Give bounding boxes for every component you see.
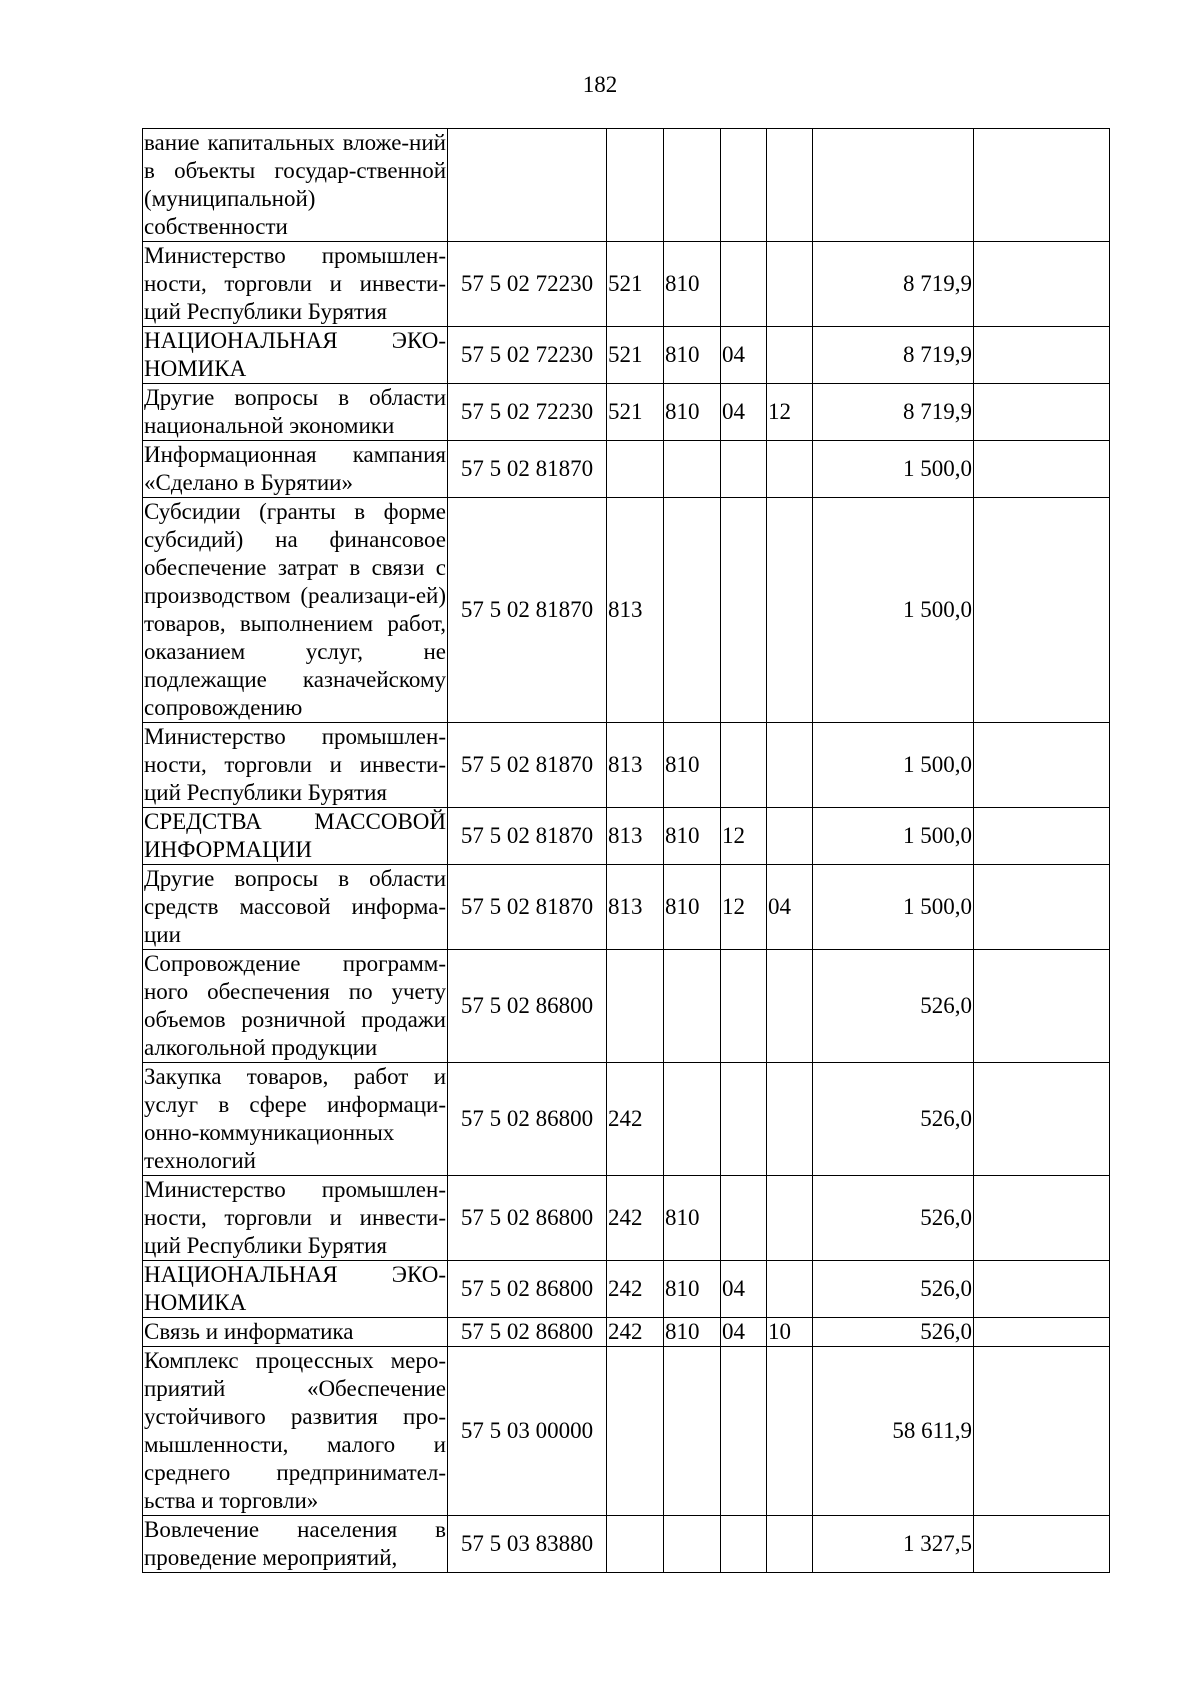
table-row <box>143 865 1110 950</box>
expense-type-cell: 242 <box>607 1261 664 1318</box>
ministry-code-cell: 810 <box>664 242 721 327</box>
empty-cell <box>974 498 1110 723</box>
expense-type-cell <box>607 129 664 242</box>
ministry-code-cell: 810 <box>664 808 721 865</box>
amount-cell: 526,0 <box>813 1318 974 1347</box>
row-name-cell: Министерство промышлен-ности, торговли и инвести-ций Республики Бурятия <box>143 242 448 327</box>
amount-cell: 1 500,0 <box>813 865 974 950</box>
ministry-code-cell <box>664 950 721 1063</box>
expense-type-cell <box>607 441 664 498</box>
subsection-cell <box>767 1261 813 1318</box>
row-name-cell: Закупка товаров, работ и услуг в сфере информаци-онно-коммуникационных технологий <box>143 1063 448 1176</box>
subsection-cell: 04 <box>767 865 813 950</box>
section-cell <box>721 1516 767 1573</box>
empty-cell <box>974 1318 1110 1347</box>
target-article-cell: 57 5 03 00000 <box>448 1347 607 1516</box>
target-article-cell: 57 5 02 86800 <box>448 950 607 1063</box>
ministry-code-cell: 810 <box>664 723 721 808</box>
table-row <box>143 441 1110 498</box>
table-row <box>143 242 1110 327</box>
row-name-cell: вание капитальных вложе-ний в объекты государ-ственной (муниципальной) собственности <box>143 129 448 242</box>
ministry-code-cell: 810 <box>664 1318 721 1347</box>
target-article-cell: 57 5 03 83880 <box>448 1516 607 1573</box>
row-name-cell: Другие вопросы в области национальной экономики <box>143 384 448 441</box>
subsection-cell: 12 <box>767 384 813 441</box>
table-row <box>143 950 1110 1063</box>
table-row <box>143 1176 1110 1261</box>
empty-cell <box>974 723 1110 808</box>
subsection-cell <box>767 242 813 327</box>
table-body <box>143 129 1110 1573</box>
row-name-cell: Министерство промышлен-ности, торговли и инвести-ций Республики Бурятия <box>143 1176 448 1261</box>
amount-cell: 8 719,9 <box>813 242 974 327</box>
target-article-cell: 57 5 02 86800 <box>448 1176 607 1261</box>
ministry-code-cell <box>664 1347 721 1516</box>
subsection-cell <box>767 1063 813 1176</box>
ministry-code-cell: 810 <box>664 865 721 950</box>
section-cell <box>721 498 767 723</box>
ministry-code-cell <box>664 1516 721 1573</box>
empty-cell <box>974 950 1110 1063</box>
subsection-cell <box>767 950 813 1063</box>
expense-type-cell: 521 <box>607 242 664 327</box>
ministry-code-cell <box>664 498 721 723</box>
empty-cell <box>974 441 1110 498</box>
row-name-cell: НАЦИОНАЛЬНАЯ ЭКО-НОМИКА <box>143 327 448 384</box>
row-name-cell: Комплекс процессных меро-приятий «Обеспечение устойчивого развития про-мышленности, малого и среднего предпринимател-ьства и торговли» <box>143 1347 448 1516</box>
expense-type-cell: 813 <box>607 865 664 950</box>
target-article-cell: 57 5 02 81870 <box>448 808 607 865</box>
expense-type-cell <box>607 950 664 1063</box>
amount-cell: 526,0 <box>813 1176 974 1261</box>
row-name-cell: Связь и информатика <box>143 1318 448 1347</box>
amount-cell: 1 500,0 <box>813 808 974 865</box>
section-cell <box>721 723 767 808</box>
subsection-cell <box>767 1347 813 1516</box>
budget-table <box>142 128 1110 1573</box>
table-row <box>143 327 1110 384</box>
section-cell <box>721 1063 767 1176</box>
amount-cell: 1 500,0 <box>813 498 974 723</box>
section-cell: 04 <box>721 384 767 441</box>
target-article-cell: 57 5 02 81870 <box>448 441 607 498</box>
ministry-code-cell <box>664 441 721 498</box>
section-cell: 12 <box>721 865 767 950</box>
section-cell: 12 <box>721 808 767 865</box>
subsection-cell <box>767 1176 813 1261</box>
table-row <box>143 498 1110 723</box>
target-article-cell: 57 5 02 81870 <box>448 723 607 808</box>
subsection-cell <box>767 129 813 242</box>
table-row <box>143 129 1110 242</box>
empty-cell <box>974 865 1110 950</box>
subsection-cell <box>767 327 813 384</box>
subsection-cell <box>767 441 813 498</box>
amount-cell: 1 327,5 <box>813 1516 974 1573</box>
ministry-code-cell <box>664 1063 721 1176</box>
target-article-cell: 57 5 02 72230 <box>448 242 607 327</box>
subsection-cell <box>767 1516 813 1573</box>
ministry-code-cell: 810 <box>664 327 721 384</box>
row-name-cell: Сопровождение программ-ного обеспечения по учету объемов розничной продажи алкогольной продукции <box>143 950 448 1063</box>
target-article-cell: 57 5 02 86800 <box>448 1063 607 1176</box>
section-cell <box>721 441 767 498</box>
target-article-cell <box>448 129 607 242</box>
empty-cell <box>974 1347 1110 1516</box>
section-cell <box>721 1176 767 1261</box>
empty-cell <box>974 808 1110 865</box>
table-row <box>143 1261 1110 1318</box>
ministry-code-cell: 810 <box>664 1176 721 1261</box>
amount-cell <box>813 129 974 242</box>
table-row <box>143 723 1110 808</box>
expense-type-cell <box>607 1347 664 1516</box>
table-row <box>143 808 1110 865</box>
row-name-cell: Информационная кампания «Сделано в Бурятии» <box>143 441 448 498</box>
table-row <box>143 384 1110 441</box>
row-name-cell: Субсидии (гранты в форме субсидий) на финансовое обеспечение затрат в связи с производством (реализаци-ей) товаров, выполнением работ, оказанием услуг, не подлежащие казначейскому сопровождению <box>143 498 448 723</box>
section-cell: 04 <box>721 327 767 384</box>
subsection-cell <box>767 723 813 808</box>
amount-cell: 526,0 <box>813 950 974 1063</box>
amount-cell: 526,0 <box>813 1063 974 1176</box>
section-cell <box>721 1347 767 1516</box>
ministry-code-cell: 810 <box>664 384 721 441</box>
expense-type-cell: 521 <box>607 384 664 441</box>
amount-cell: 526,0 <box>813 1261 974 1318</box>
empty-cell <box>974 129 1110 242</box>
amount-cell: 58 611,9 <box>813 1347 974 1516</box>
table-row <box>143 1516 1110 1573</box>
expense-type-cell: 813 <box>607 808 664 865</box>
section-cell <box>721 129 767 242</box>
row-name-cell: СРЕДСТВА МАССОВОЙ ИНФОРМАЦИИ <box>143 808 448 865</box>
section-cell <box>721 242 767 327</box>
empty-cell <box>974 384 1110 441</box>
row-name-cell: Вовлечение населения в проведение мероприятий, <box>143 1516 448 1573</box>
section-cell: 04 <box>721 1318 767 1347</box>
target-article-cell: 57 5 02 72230 <box>448 384 607 441</box>
ministry-code-cell: 810 <box>664 1261 721 1318</box>
target-article-cell: 57 5 02 86800 <box>448 1261 607 1318</box>
table-row <box>143 1063 1110 1176</box>
amount-cell: 8 719,9 <box>813 327 974 384</box>
expense-type-cell: 813 <box>607 723 664 808</box>
expense-type-cell: 813 <box>607 498 664 723</box>
page-number: 182 <box>582 72 618 97</box>
subsection-cell: 10 <box>767 1318 813 1347</box>
expense-type-cell: 242 <box>607 1318 664 1347</box>
expense-type-cell: 242 <box>607 1063 664 1176</box>
amount-cell: 1 500,0 <box>813 723 974 808</box>
target-article-cell: 57 5 02 81870 <box>448 498 607 723</box>
target-article-cell: 57 5 02 86800 <box>448 1318 607 1347</box>
expense-type-cell <box>607 1516 664 1573</box>
table-row <box>143 1347 1110 1516</box>
empty-cell <box>974 1516 1110 1573</box>
row-name-cell: НАЦИОНАЛЬНАЯ ЭКО-НОМИКА <box>143 1261 448 1318</box>
subsection-cell <box>767 498 813 723</box>
empty-cell <box>974 242 1110 327</box>
table-row <box>143 1318 1110 1347</box>
empty-cell <box>974 1261 1110 1318</box>
expense-type-cell: 242 <box>607 1176 664 1261</box>
amount-cell: 1 500,0 <box>813 441 974 498</box>
section-cell <box>721 950 767 1063</box>
ministry-code-cell <box>664 129 721 242</box>
target-article-cell: 57 5 02 81870 <box>448 865 607 950</box>
empty-cell <box>974 1176 1110 1261</box>
row-name-cell: Другие вопросы в области средств массовой информа-ции <box>143 865 448 950</box>
expense-type-cell: 521 <box>607 327 664 384</box>
target-article-cell: 57 5 02 72230 <box>448 327 607 384</box>
subsection-cell <box>767 808 813 865</box>
amount-cell: 8 719,9 <box>813 384 974 441</box>
empty-cell <box>974 327 1110 384</box>
row-name-cell: Министерство промышлен-ности, торговли и инвести-ций Республики Бурятия <box>143 723 448 808</box>
section-cell: 04 <box>721 1261 767 1318</box>
empty-cell <box>974 1063 1110 1176</box>
